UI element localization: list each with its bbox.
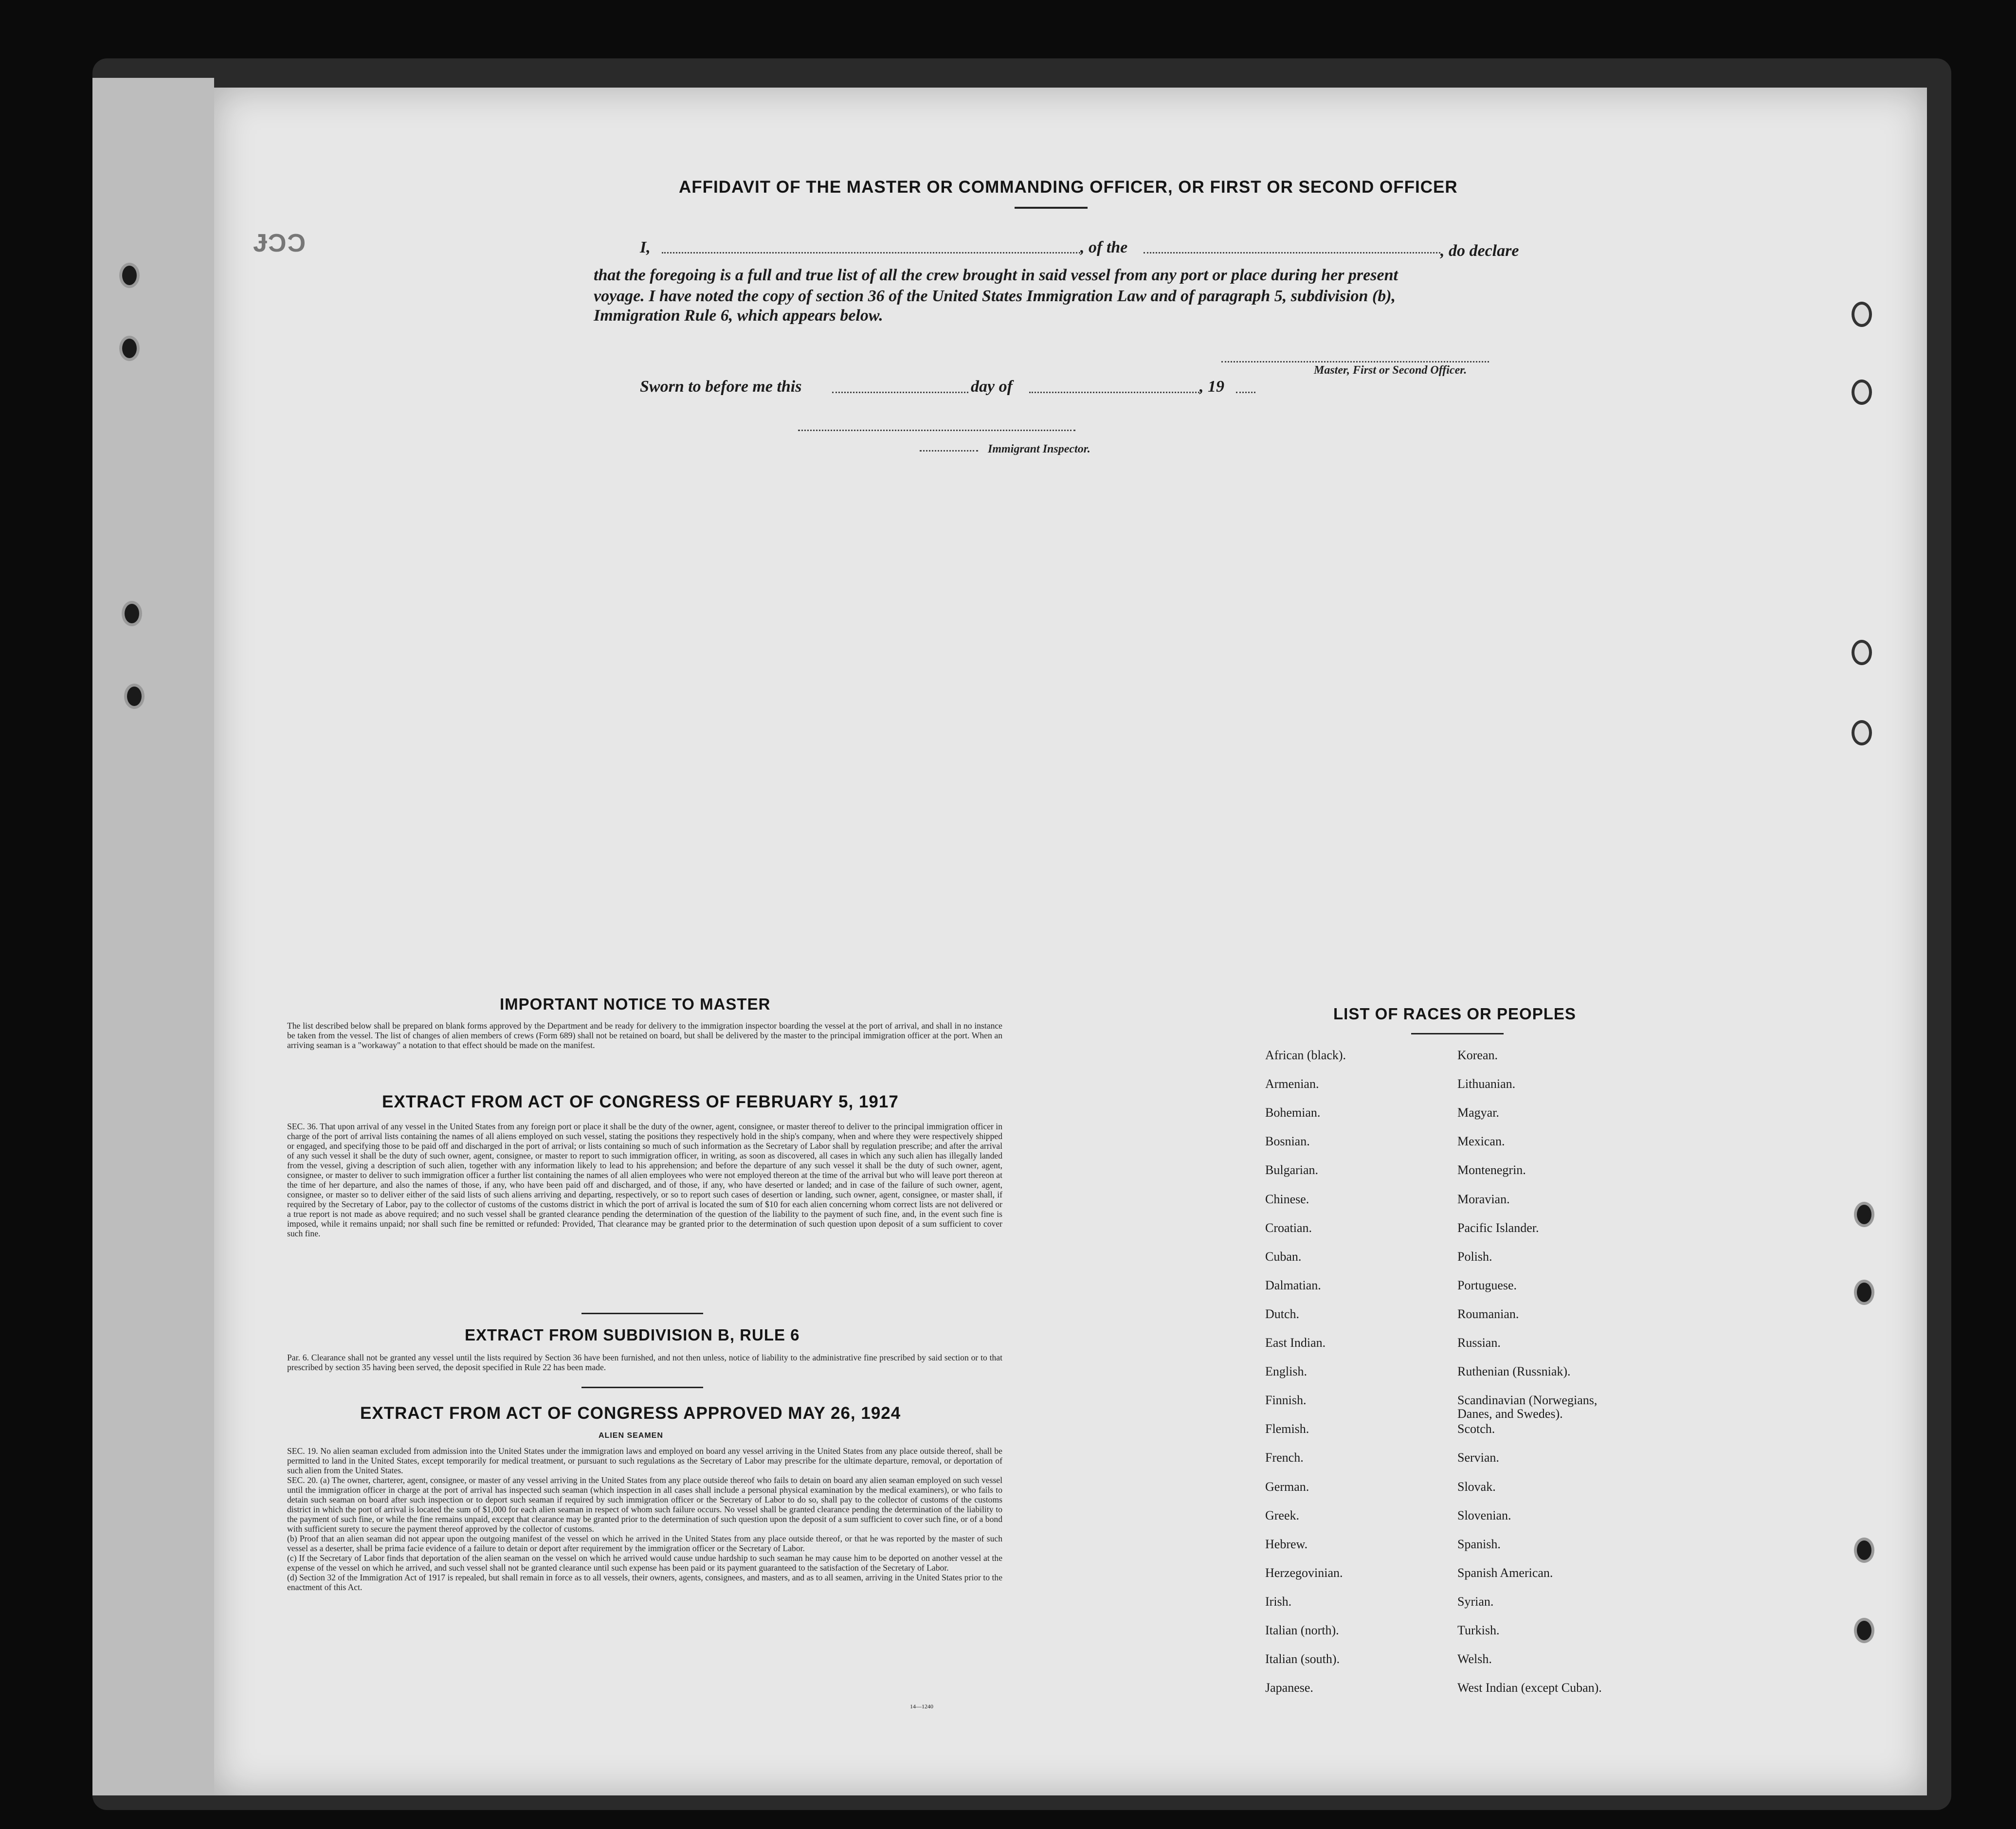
race-item: Bohemian. bbox=[1265, 1105, 1321, 1120]
affidavit-title: AFFIDAVIT OF THE MASTER OR COMMANDING OFFICER, OR FIRST OR SECOND OFFICER bbox=[679, 178, 1458, 197]
affidavit-declare: , do declare bbox=[1440, 242, 1519, 260]
extract-1917-text: SEC. 36. That upon arrival of any vessel in the United States from any foreign port or place it shall be the duty of the owner, agent, consignee, or master thereof to deliver to the principal immigration officer in charge of the port of arrival lists containing the names of all aliens employed on such vessel, stating the positions they respectively hold in the ship's company, when and where they were respectively shipped or engaged, and specifying those to be paid off and discharged in the port of arrival; or lists containing so much of such information as the Secretary of Labor shall by regulation prescribe; and after the arrival of any such vessel it shall be the duty of such owner, agent, consignee, or master to report to such immigration officer, in writing, as soon as discovered, all cases in which any such alien has illegally landed from the vessel, giving a description of such alien, together with any information likely to lead to his apprehension; and before the departure of any such vessel it shall be the duty of such owner, agent, consignee, or master to deliver to such immigration officer a further list containing the names of all alien employees who were not employed thereon at the time of the arrival but who will leave port thereon at the time of her departure, and also the names of those, if any, who have been paid off and discharged, and of those, if any, who have deserted or landed; and in case of the failure of such owner, agent, consignee, or master so to deliver either of the said lists of such aliens arriving and departing, respectively, or so to report such cases of desertion or landing, such owner, agent, consignee, or master shall, if required by the Secretary of Labor, pay to the collector of customs of the customs district in which the port of arrival is located the sum of $10 for each alien concerning whom correct lists are not delivered or a true report is not made as above required; and no such vessel shall be granted clearance pending the determination of the question of the liability to the payment of such fine, and, in the event such fine is imposed, while it remains unpaid; nor shall such fine be remitted or refunded: Provided, That clearance may be granted prior to the determination of such question upon deposit of a sum sufficient to cover such fine. bbox=[287, 1122, 1002, 1238]
race-item: Russian. bbox=[1457, 1336, 1501, 1350]
affidavit-line-3: voyage. I have noted the copy of section 36 of the United States Immigration Law and of paragraph 5, subdivision (b), bbox=[594, 287, 1396, 305]
race-item: Spanish American. bbox=[1457, 1565, 1553, 1580]
affidavit-of-the: , of the bbox=[1080, 238, 1128, 256]
binder-hole bbox=[1852, 302, 1872, 327]
race-item: Armenian. bbox=[1265, 1077, 1319, 1091]
name-blank bbox=[662, 252, 1080, 254]
race-item: Slovak. bbox=[1457, 1479, 1496, 1494]
extract-1917-title: EXTRACT FROM ACT OF CONGRESS OF FEBRUARY 5, 1917 bbox=[382, 1092, 899, 1111]
binder-hole bbox=[119, 336, 140, 361]
race-item: Korean. bbox=[1457, 1048, 1498, 1062]
race-item: French. bbox=[1265, 1450, 1304, 1465]
race-item: Scandinavian (Norwegians, Danes, and Swedes). bbox=[1457, 1393, 1598, 1421]
race-item: Italian (north). bbox=[1265, 1623, 1339, 1637]
race-item: German. bbox=[1265, 1479, 1309, 1494]
race-item: Moravian. bbox=[1457, 1192, 1510, 1206]
binder-hole bbox=[1852, 380, 1872, 405]
races-column-2 bbox=[1457, 1049, 1691, 1710]
races-title: LIST OF RACES OR PEOPLES bbox=[1333, 1005, 1576, 1023]
race-item: East Indian. bbox=[1265, 1336, 1326, 1350]
binder-hole bbox=[1852, 640, 1872, 665]
race-item: Magyar. bbox=[1457, 1105, 1499, 1120]
master-signature-blank bbox=[1221, 361, 1489, 362]
inspector-signature-blank bbox=[798, 430, 1075, 431]
race-item: Dalmatian. bbox=[1265, 1278, 1321, 1292]
race-item: Italian (south). bbox=[1265, 1652, 1340, 1666]
binder-hole bbox=[119, 263, 140, 288]
race-item: Welsh. bbox=[1457, 1652, 1492, 1666]
binder-hole bbox=[122, 601, 142, 626]
race-item: Japanese. bbox=[1265, 1681, 1313, 1695]
race-item: Bulgarian. bbox=[1265, 1163, 1319, 1177]
year-blank bbox=[1236, 392, 1255, 393]
adjacent-page-edge bbox=[92, 78, 214, 1795]
races-column-1 bbox=[1265, 1049, 1470, 1710]
vessel-blank bbox=[1144, 252, 1440, 254]
sworn-day-blank bbox=[832, 392, 968, 393]
race-item: Portuguese. bbox=[1457, 1278, 1517, 1292]
race-item: Pacific Islander. bbox=[1457, 1220, 1539, 1235]
race-item: English. bbox=[1265, 1364, 1307, 1379]
race-item: Polish. bbox=[1457, 1249, 1492, 1264]
year-text: , 19 bbox=[1199, 378, 1224, 396]
title-underline bbox=[1015, 207, 1088, 209]
race-item: Syrian. bbox=[1457, 1594, 1494, 1609]
day-of-text: day of bbox=[971, 378, 1013, 396]
race-item: Servian. bbox=[1457, 1450, 1499, 1465]
race-item: Turkish. bbox=[1457, 1623, 1500, 1637]
binder-hole bbox=[1854, 1280, 1874, 1305]
divider bbox=[581, 1313, 703, 1314]
notice-title: IMPORTANT NOTICE TO MASTER bbox=[500, 995, 771, 1013]
extract-rule6-text: Par. 6. Clearance shall not be granted any vessel until the lists required by Section 36 have been furnished, and not then unless, notice of liability to the administrative fine prescribed by said section or to that prescribed by section 35 having been served, the deposit specified in Rule 22 has been made. bbox=[287, 1353, 1002, 1372]
race-item: Finnish. bbox=[1265, 1393, 1307, 1408]
extract-1924-text: SEC. 19. No alien seaman excluded from admission into the United States under the immigration laws and employed on board any vessel arriving in the United States from any place outside thereof, shall be permitted to land in the United States, except temporarily for medical treatment, or pursuant to such regulations as the Secretary of Labor may prescribe for the ultimate departure, removal, or deportation of such alien from the United States. SEC. 20. (a) The owner, charterer, agent, consignee, or master of any vessel arriving in the United States from any place outside thereof who fails to detain on board any alien seaman employed on such vessel until the immigration officer in charge at the port of arrival has inspected such seaman (which inspection in all cases shall include a personal physical examination by the medical examiners), or who fails to detain such seaman on board after such inspection or to deport such seaman if required by such immigration officer or the Secretary of Labor to do so, shall pay to the collector of customs of the customs district in which the port of arrival is located the sum of $1,000 for each alien seaman in respect of whom such failure occurs. No vessel shall be granted clearance pending the determination of the liability to the payment of such fine, or while the fine remains unpaid, except that clearance may be granted prior to the determination of such question upon the deposit of a sum sufficient to cover such fine, or of a bond with sufficient surety to secure the payment thereof approved by the collector of customs. (b) Proof that an alien seaman did not appear upon the outgoing manifest of the vessel on which he arrived in the United States from any place outside thereof, or that he was reported by the master of such vessel as a deserter, shall be prima facie evidence of a failure to detain or deport after requirement by the immigration officer or the Secretary of Labor. (c) If the Secretary of Labor finds that deportation of the alien seaman on the vessel on which he arrived would cause undue hardship to such seaman he may cause him to be deported on another vessel at the expense of the vessel on which he arrived, and such vessel shall not be granted clearance until such expense has been paid or its payment guaranteed to the satisfaction of the Secretary of Labor. (d) Section 32 of the Immigration Act of 1917 is repealed, but shall remain in force as to all vessels, their owners, agents, consignees, and masters, and as to all seamen, arriving in the United States prior to the enactment of this Act. bbox=[287, 1446, 1002, 1592]
notice-text: The list described below shall be prepared on blank forms approved by the Department and be ready for delivery to the immigration inspector boarding the vessel at the port of arrival, and shall in no instance be taken from the vessel. The list of changes of alien members of crews (Form 689) shall not be retained on board, but shall be delivered by the master to the principal immigration officer at the port. When an arriving seaman is a "workaway" a notation to that effect should be made on the manifest. bbox=[287, 1021, 1002, 1050]
race-item: Roumanian. bbox=[1457, 1306, 1519, 1321]
alien-seamen-subtitle: ALIEN SEAMEN bbox=[599, 1431, 663, 1440]
race-item: West Indian (except Cuban). bbox=[1457, 1681, 1602, 1695]
extract-1924-title: EXTRACT FROM ACT OF CONGRESS APPROVED MAY 26, 1924 bbox=[360, 1404, 901, 1423]
race-item: Flemish. bbox=[1265, 1422, 1309, 1436]
extract-rule6-title: EXTRACT FROM SUBDIVISION B, RULE 6 bbox=[465, 1326, 800, 1344]
binder-hole bbox=[1854, 1538, 1874, 1563]
race-item: Scotch. bbox=[1457, 1422, 1495, 1436]
affidavit-line-2: that the foregoing is a full and true list of all the crew brought in said vessel from any port or place during her present bbox=[594, 266, 1398, 284]
race-item: Lithuanian. bbox=[1457, 1077, 1516, 1091]
race-item: Herzegovinian. bbox=[1265, 1565, 1343, 1580]
master-signature-label: Master, First or Second Officer. bbox=[1314, 364, 1467, 377]
sworn-month-blank bbox=[1029, 392, 1199, 393]
race-item: Dutch. bbox=[1265, 1306, 1300, 1321]
race-item: Hebrew. bbox=[1265, 1537, 1308, 1551]
inspector-label: Immigrant Inspector. bbox=[988, 443, 1090, 455]
race-item: Croatian. bbox=[1265, 1220, 1312, 1235]
binder-hole bbox=[1854, 1202, 1874, 1227]
sworn-text: Sworn to before me this bbox=[640, 378, 802, 396]
race-item: Cuban. bbox=[1265, 1249, 1302, 1264]
inspector-signature-blank-2 bbox=[920, 450, 978, 452]
affidavit-i: I, bbox=[640, 238, 651, 256]
races-title-underline bbox=[1411, 1033, 1504, 1034]
binder-hole bbox=[1852, 720, 1872, 745]
form-number: 14—1240 bbox=[910, 1703, 933, 1710]
affidavit-line-4: Immigration Rule 6, which appears below. bbox=[594, 307, 883, 325]
binder-hole bbox=[1854, 1618, 1874, 1643]
race-item: Spanish. bbox=[1457, 1537, 1501, 1551]
race-item: Bosnian. bbox=[1265, 1134, 1310, 1149]
race-item: Montenegrin. bbox=[1457, 1163, 1526, 1177]
race-item: Chinese. bbox=[1265, 1192, 1309, 1206]
race-item: Ruthenian (Russniak). bbox=[1457, 1364, 1571, 1379]
divider bbox=[581, 1387, 703, 1388]
race-item: African (black). bbox=[1265, 1048, 1346, 1062]
race-item: Slovenian. bbox=[1457, 1508, 1511, 1522]
margin-stamp: ɈƆƆ bbox=[253, 229, 307, 257]
race-item: Greek. bbox=[1265, 1508, 1300, 1522]
race-item: Mexican. bbox=[1457, 1134, 1505, 1149]
binder-hole bbox=[124, 684, 145, 709]
race-item: Irish. bbox=[1265, 1594, 1292, 1609]
